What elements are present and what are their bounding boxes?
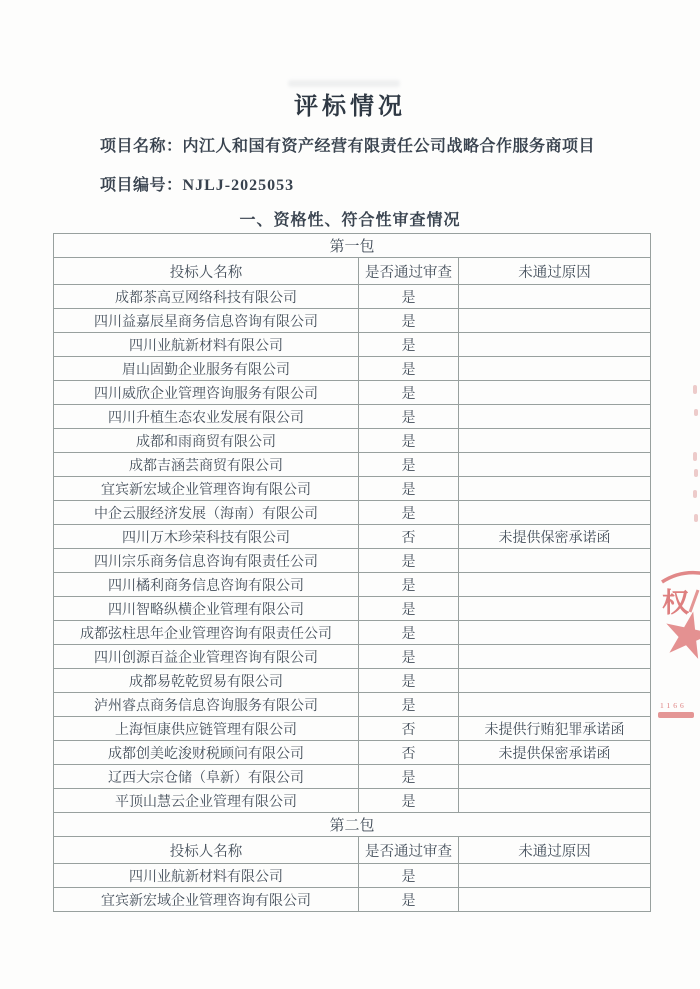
reason-cell (459, 381, 651, 405)
table-row (54, 669, 651, 693)
bidder-name-cell: 宜宾新宏域企业管理咨询有限公司 (54, 888, 359, 912)
table-row (54, 501, 651, 525)
reason-cell (459, 477, 651, 501)
column-header: 未通过原因 (459, 837, 651, 864)
table-row (54, 765, 651, 789)
reason-cell (459, 501, 651, 525)
table-row (54, 864, 651, 888)
table-row (54, 453, 651, 477)
column-header: 是否通过审查 (359, 258, 459, 285)
table-row (54, 549, 651, 573)
passed-cell: 是 (359, 693, 459, 717)
reason-cell (459, 669, 651, 693)
reason-cell (459, 309, 651, 333)
column-header-row (54, 258, 651, 285)
reason-cell (459, 597, 651, 621)
table-row (54, 621, 651, 645)
passed-cell: 是 (359, 573, 459, 597)
package-title: 第二包 (54, 813, 651, 837)
red-dash-mark (694, 514, 698, 522)
table-row (54, 309, 651, 333)
seal-character: 权 (662, 588, 689, 618)
table-row (54, 429, 651, 453)
reason-cell: 未提供行贿犯罪承诺函 (459, 717, 651, 741)
passed-cell: 是 (359, 357, 459, 381)
column-header: 投标人名称 (54, 258, 359, 285)
bidder-name-cell: 四川升植生态农业发展有限公司 (54, 405, 359, 429)
seal-digits: 1166 (660, 701, 687, 710)
table-row (54, 789, 651, 813)
passed-cell: 是 (359, 669, 459, 693)
reason-cell (459, 864, 651, 888)
bidder-name-cell: 上海恒康供应链管理有限公司 (54, 717, 359, 741)
reason-cell (459, 357, 651, 381)
bidder-name-cell: 四川业航新材料有限公司 (54, 333, 359, 357)
passed-cell: 是 (359, 888, 459, 912)
passed-cell: 否 (359, 717, 459, 741)
column-header-row (54, 837, 651, 864)
bidder-name-cell: 四川宗乐商务信息咨询有限责任公司 (54, 549, 359, 573)
passed-cell: 否 (359, 525, 459, 549)
red-dash-mark (693, 452, 697, 461)
bidder-name-cell: 平顶山慧云企业管理有限公司 (54, 789, 359, 813)
passed-cell: 是 (359, 864, 459, 888)
table-row (54, 381, 651, 405)
bidder-name-cell: 成都创美屹浚财税顾问有限公司 (54, 741, 359, 765)
passed-cell: 是 (359, 621, 459, 645)
reason-cell (459, 405, 651, 429)
passed-cell: 是 (359, 477, 459, 501)
table-row (54, 717, 651, 741)
column-header: 是否通过审查 (359, 837, 459, 864)
project-name-value: 内江人和国有资产经营有限责任公司战略合作服务商项目 (182, 138, 596, 155)
section-heading: 一、资格性、符合性审查情况 (239, 212, 461, 229)
official-seal-partial (648, 560, 700, 730)
passed-cell: 是 (359, 429, 459, 453)
table-row (54, 285, 651, 309)
column-header: 未通过原因 (459, 258, 651, 285)
red-dash-mark (693, 490, 697, 498)
reason-cell: 未提供保密承诺函 (459, 525, 651, 549)
project-name-label: 项目名称： (100, 138, 183, 155)
project-number-label: 项目编号： (100, 177, 183, 194)
review-table-body (54, 234, 651, 912)
table-row (54, 573, 651, 597)
bidder-name-cell: 成都茶高豆网络科技有限公司 (54, 285, 359, 309)
passed-cell: 是 (359, 549, 459, 573)
passed-cell: 是 (359, 333, 459, 357)
project-number-value: NJLJ-2025053 (182, 177, 295, 194)
package-header-row (54, 813, 651, 837)
reason-cell (459, 693, 651, 717)
passed-cell: 是 (359, 453, 459, 477)
table-row (54, 645, 651, 669)
project-number-line (100, 172, 294, 195)
seal-stroke-fragment (690, 590, 698, 612)
reason-cell (459, 453, 651, 477)
reason-cell (459, 888, 651, 912)
table-row (54, 333, 651, 357)
table-row (54, 357, 651, 381)
bidder-name-cell: 四川创源百益企业管理咨询有限公司 (54, 645, 359, 669)
table-row (54, 888, 651, 912)
column-header: 投标人名称 (54, 837, 359, 864)
project-name-line (100, 133, 595, 156)
bidder-name-cell: 宜宾新宏域企业管理咨询有限公司 (54, 477, 359, 501)
bidder-name-cell: 四川万木珍荣科技有限公司 (54, 525, 359, 549)
passed-cell: 是 (359, 405, 459, 429)
bidder-name-cell: 四川智略纵横企业管理有限公司 (54, 597, 359, 621)
bidder-name-cell: 四川业航新材料有限公司 (54, 864, 359, 888)
passed-cell: 是 (359, 765, 459, 789)
reason-cell: 未提供保密承诺函 (459, 741, 651, 765)
passed-cell: 否 (359, 741, 459, 765)
reason-cell (459, 285, 651, 309)
bidder-name-cell: 泸州睿点商务信息咨询服务有限公司 (54, 693, 359, 717)
passed-cell: 是 (359, 789, 459, 813)
passed-cell: 是 (359, 597, 459, 621)
passed-cell: 是 (359, 309, 459, 333)
passed-cell: 是 (359, 381, 459, 405)
reason-cell (459, 765, 651, 789)
reason-cell (459, 621, 651, 645)
table-row (54, 405, 651, 429)
reason-cell (459, 573, 651, 597)
reason-cell (459, 549, 651, 573)
seal-arc (662, 573, 700, 582)
bidder-name-cell: 成都弦柱思年企业管理咨询有限责任公司 (54, 621, 359, 645)
red-dash-mark (693, 385, 697, 394)
bidder-name-cell: 成都和雨商贸有限公司 (54, 429, 359, 453)
bidder-name-cell: 四川益嘉辰星商务信息咨询有限公司 (54, 309, 359, 333)
reason-cell (459, 789, 651, 813)
package-title: 第一包 (54, 234, 651, 258)
red-dash-mark (694, 469, 698, 477)
red-dash-mark (694, 409, 698, 416)
reason-cell (459, 645, 651, 669)
passed-cell: 是 (359, 645, 459, 669)
page-title: 评标情况 (294, 94, 406, 120)
bidder-name-cell: 成都易乾乾贸易有限公司 (54, 669, 359, 693)
passed-cell: 是 (359, 501, 459, 525)
table-row (54, 693, 651, 717)
package-header-row (54, 234, 651, 258)
seal-bar (658, 712, 694, 718)
table-row (54, 525, 651, 549)
bidder-name-cell: 四川橘利商务信息咨询有限公司 (54, 573, 359, 597)
review-table (53, 233, 651, 912)
table-row (54, 597, 651, 621)
table-row (54, 741, 651, 765)
bidder-name-cell: 成都吉涵芸商贸有限公司 (54, 453, 359, 477)
bidder-name-cell: 眉山固勤企业服务有限公司 (54, 357, 359, 381)
reason-cell (459, 429, 651, 453)
passed-cell: 是 (359, 285, 459, 309)
bidder-name-cell: 四川威欣企业管理咨询服务有限公司 (54, 381, 359, 405)
reason-cell (459, 333, 651, 357)
table-row (54, 477, 651, 501)
bidder-name-cell: 辽西大宗仓储（阜新）有限公司 (54, 765, 359, 789)
bidder-name-cell: 中企云服经济发展（海南）有限公司 (54, 501, 359, 525)
